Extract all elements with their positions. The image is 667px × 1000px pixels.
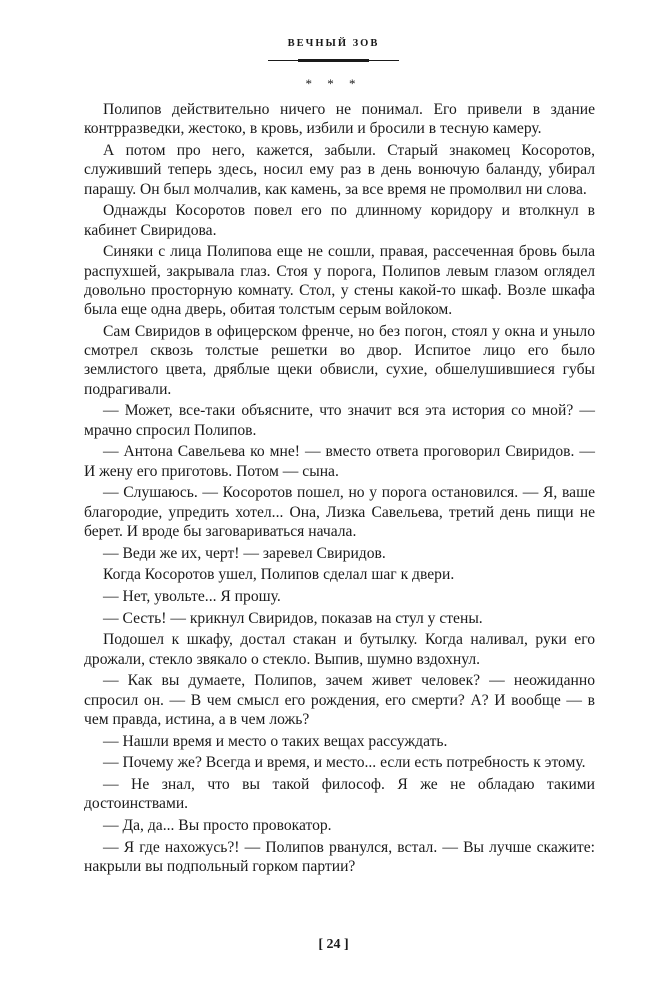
paragraph: — Слушаюсь. — Косоротов пошел, но у порога остановился. — Я, ваше благородие, упредить хотел... Она, Лизка Савельева, третий день пищи не берет. И вроде бы заговариваться начала.	[84, 484, 595, 540]
head-rule	[268, 60, 399, 61]
paragraph: — Почему же? Всегда и время, и место... если есть потребность к этому.	[103, 754, 586, 772]
paragraph: Однажды Косоротов повел его по длинному коридору и втолкнул в кабинет Свиридова.	[84, 202, 595, 239]
head-rule-thick	[298, 59, 369, 62]
paragraph: Подошел к шкафу, достал стакан и бутылку. Когда наливал, руки его дрожали, стекло звякало о стекло. Выпив, шумно вздохнул.	[84, 631, 595, 668]
paragraph: Сам Свиридов в офицерском френче, но без погон, стоял у окна и уныло смотрел сквозь толстые решетки во двор. Испитое лицо его было землистого цвета, дряблые щеки обвисли, сухие, обшелушившиеся губы подрагивали.	[84, 322, 595, 398]
paragraph: — Нет, увольте... Я прошу.	[103, 588, 281, 606]
paragraph: — Может, все-таки объясните, что значит вся эта история со мной? — мрачно спросил Полипов.	[84, 402, 595, 439]
paragraph: Полипов действительно ничего не понимал. Его привели в здание контрразведки, жестоко, в кровь, избили и бросили в тесную камеру.	[84, 101, 595, 138]
paragraph: — Сесть! — крикнул Свиридов, показав на стул у стены.	[103, 609, 483, 627]
paragraph: А потом про него, кажется, забыли. Старый знакомец Косоротов, служивший теперь здесь, носил ему раз в день вонючую баланду, убирал парашу. Он был молчалив, как камень, за все время не промолвил ни слова.	[84, 141, 595, 198]
paragraph: — Я где нахожусь?! — Полипов рванулся, встал. — Вы лучше скажите: накрыли вы подпольный горком партии?	[84, 838, 595, 876]
paragraph: — Не знал, что вы такой философ. Я же не обладаю такими достоинствами.	[84, 776, 595, 813]
page-number: [ 24 ]	[318, 937, 349, 952]
body-text	[84, 100, 595, 879]
paragraph: Когда Косоротов ушел, Полипов сделал шаг к двери.	[103, 566, 455, 584]
running-head: ВЕЧНЫЙ ЗОВ	[287, 38, 380, 49]
paragraph: Синяки с лица Полипова еще не сошли, правая, рассеченная бровь была распухшей, закрывала глаз. Стоя у порога, Полипов левым глазом оглядел довольно просторную комнату. Стол, у стены какой-то шкаф. Возле шкафа была еще одна дверь, обитая толстым серым войлоком.	[84, 243, 595, 319]
paragraph: — Как вы думаете, Полипов, зачем живет человек? — неожиданно спросил он. — В чем смысл его рождения, его смерти? А? И вообще — в чем правда, истина, а в чем ложь?	[84, 672, 595, 728]
paragraph: — Да, да... Вы просто провокатор.	[103, 817, 332, 835]
paragraph: — Веди же их, черт! — заревел Свиридов.	[103, 544, 386, 562]
paragraph: — Нашли время и место о таких вещах рассуждать.	[103, 732, 448, 750]
paragraph: — Антона Савельева ко мне! — вместо ответа проговорил Свиридов. — И жену его приготовь. Потом — сына.	[84, 443, 595, 480]
section-ornament: * * *	[305, 76, 362, 91]
